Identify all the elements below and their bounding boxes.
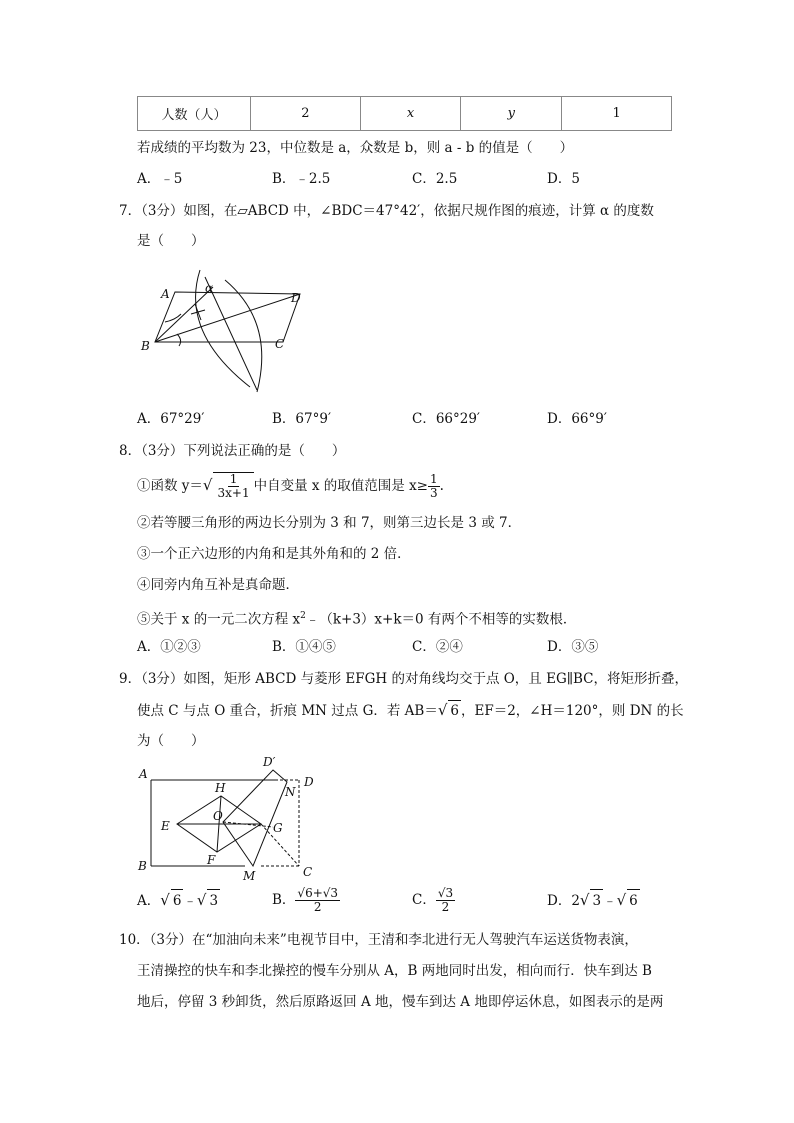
fraction-den: 3x+1 bbox=[217, 486, 250, 500]
fraction-den: 2 bbox=[441, 900, 450, 914]
label-c: C bbox=[303, 865, 313, 879]
s1-post: . bbox=[439, 478, 444, 494]
label-e: E bbox=[161, 819, 170, 833]
q7-option-d: D．66°9′ bbox=[547, 411, 607, 427]
s5-sup: 2 bbox=[300, 611, 306, 621]
table-cell: x bbox=[360, 97, 461, 131]
q9-stem-line1: 9．（3分）如图，矩形 ABCD 与菱形 EFGH 的对角线均交于点 O，且 EG∥BC，将矩形折叠， bbox=[119, 671, 688, 687]
q8-statement-5 bbox=[137, 606, 576, 630]
label-b: B bbox=[141, 339, 150, 353]
q8-option-c: C．②④ bbox=[412, 639, 463, 655]
opt-letter: D．2 bbox=[547, 893, 580, 909]
q8-statement-2: ②若等腰三角形的两边长分别为 3 和 7，则第三边长是 3 或 7． bbox=[137, 515, 522, 531]
q8-option-a: A．①②③ bbox=[137, 639, 201, 655]
sqrt-symbol: √ bbox=[160, 891, 170, 909]
q7-figure bbox=[135, 262, 315, 397]
table-row-header: 人数（人） bbox=[138, 97, 251, 131]
s1-pre: ①函数 y＝ bbox=[137, 478, 203, 494]
sqrt-symbol: √ bbox=[616, 891, 627, 909]
sqrt-body: 3 bbox=[207, 889, 220, 912]
q9-option-c bbox=[412, 882, 455, 918]
label-a: A bbox=[161, 287, 170, 301]
q8-statement-1 bbox=[137, 472, 444, 500]
sqrt-symbol: √ bbox=[196, 891, 207, 909]
sqrt-body: 3 bbox=[590, 889, 603, 912]
q9-stem-line2 bbox=[137, 700, 684, 721]
label-alpha: α bbox=[205, 281, 214, 295]
label-f: F bbox=[207, 853, 216, 867]
q7-stem-line2: 是（ ） bbox=[137, 233, 205, 249]
sqrt-symbol: √ bbox=[437, 701, 448, 719]
q9-stem-line3: 为（ ） bbox=[137, 733, 205, 749]
construction-arc bbox=[165, 314, 181, 322]
data-table bbox=[137, 96, 672, 131]
q9-option-a bbox=[137, 889, 220, 912]
label-m: M bbox=[243, 869, 256, 883]
label-o: O bbox=[213, 809, 223, 823]
construction-arc bbox=[177, 334, 181, 346]
s5-pre: ⑤关于 x 的一元二次方程 x bbox=[137, 611, 301, 628]
opt-letter: A． bbox=[137, 893, 161, 909]
fraction-den: 3 bbox=[430, 486, 438, 500]
label-d: D bbox=[291, 291, 301, 305]
table-cell: 2 bbox=[251, 97, 361, 131]
folded-flap bbox=[223, 770, 287, 866]
s5-post: ﹣（k+3）x+k＝0 有两个不相等的实数根． bbox=[305, 611, 577, 628]
opt-letter: B． bbox=[272, 892, 296, 908]
q10-line1: 10．（3分）在“加油向未来”电视节目中，王清和李北进行无人驾驶汽车运送货物表演， bbox=[119, 932, 638, 948]
q7-option-a: A．67°29′ bbox=[137, 411, 205, 427]
q7-option-b: B．67°9′ bbox=[272, 411, 332, 427]
construction-arc bbox=[225, 280, 262, 392]
fraction-num: √6+√3 bbox=[297, 886, 339, 900]
label-n: N bbox=[285, 785, 296, 799]
q9-option-b bbox=[272, 882, 340, 918]
label-b: B bbox=[138, 859, 147, 873]
q10-line3: 地后，停留 3 秒卸货，然后原路返回 A 地，慢车到达 A 地即停运休息，如图表示的是两 bbox=[137, 994, 664, 1010]
q9-l2-pre: 使点 C 与点 O 重合，折痕 MN 过点 G．若 AB＝ bbox=[137, 703, 438, 719]
q7-option-c: C．66°29′ bbox=[412, 411, 481, 427]
q8-option-b: B．①④⑤ bbox=[272, 639, 336, 655]
sqrt-body bbox=[213, 472, 253, 500]
q8-stem: 8．（3分）下列说法正确的是（ ） bbox=[119, 443, 346, 459]
table-cell: y bbox=[461, 97, 562, 131]
sqrt-symbol: √ bbox=[202, 476, 213, 494]
label-c: C bbox=[275, 337, 285, 351]
minus: ﹣ bbox=[603, 893, 617, 909]
fraction-num: √3 bbox=[437, 886, 454, 900]
fraction bbox=[295, 887, 340, 914]
q8-statement-4: ④同旁内角互补是真命题． bbox=[137, 577, 299, 593]
table-row bbox=[138, 97, 672, 131]
label-d-prime: D′ bbox=[263, 755, 276, 769]
q6-option-b: B．﹣2.5 bbox=[272, 171, 331, 187]
opt-letter: C． bbox=[412, 892, 436, 908]
q8-option-d: D．③⑤ bbox=[547, 639, 599, 655]
label-h: H bbox=[215, 781, 226, 795]
q8-statement-3: ③一个正六边形的内角和是其外角和的 2 倍． bbox=[137, 546, 411, 562]
sqrt-body: 6 bbox=[171, 889, 184, 912]
sqrt-body: 6 bbox=[448, 700, 461, 721]
fraction bbox=[428, 473, 440, 500]
construction-arc bbox=[196, 270, 250, 387]
sqrt-symbol: √ bbox=[579, 891, 590, 909]
label-a: A bbox=[139, 767, 148, 781]
label-g: G bbox=[273, 821, 283, 835]
fraction-num: 1 bbox=[430, 472, 438, 486]
q6-option-d: D．5 bbox=[547, 171, 580, 187]
fraction-num: 1 bbox=[229, 472, 238, 486]
fraction bbox=[215, 473, 251, 500]
fraction bbox=[436, 887, 455, 914]
q6-option-a: A．﹣5 bbox=[137, 171, 183, 187]
q9-option-d bbox=[547, 889, 640, 912]
fraction-den: 2 bbox=[313, 900, 322, 914]
minus: ﹣ bbox=[183, 893, 197, 909]
label-d: D bbox=[304, 775, 314, 789]
table-cell: 1 bbox=[562, 97, 672, 131]
q9-figure bbox=[133, 752, 333, 887]
q6-option-c: C．2.5 bbox=[412, 171, 458, 187]
q10-line2: 王清操控的快车和李北操控的慢车分别从 A，B 两地同时出发，相向而行．快车到达 B bbox=[137, 963, 652, 979]
q9-l2-post: ，EF＝2，∠H＝120°，则 DN 的长 bbox=[460, 703, 684, 719]
s1-mid: 中自变量 x 的取值范围是 x≥ bbox=[253, 478, 428, 494]
q7-stem-line1: 7．（3分）如图，在▱ABCD 中，∠BDC＝47°42′，依据尺规作图的痕迹，计算 α 的度数 bbox=[119, 203, 654, 219]
q6-stem: 若成绩的平均数为 23，中位数是 a，众数是 b，则 a - b 的值是（ ） bbox=[137, 140, 574, 156]
sqrt-body: 6 bbox=[627, 889, 640, 912]
